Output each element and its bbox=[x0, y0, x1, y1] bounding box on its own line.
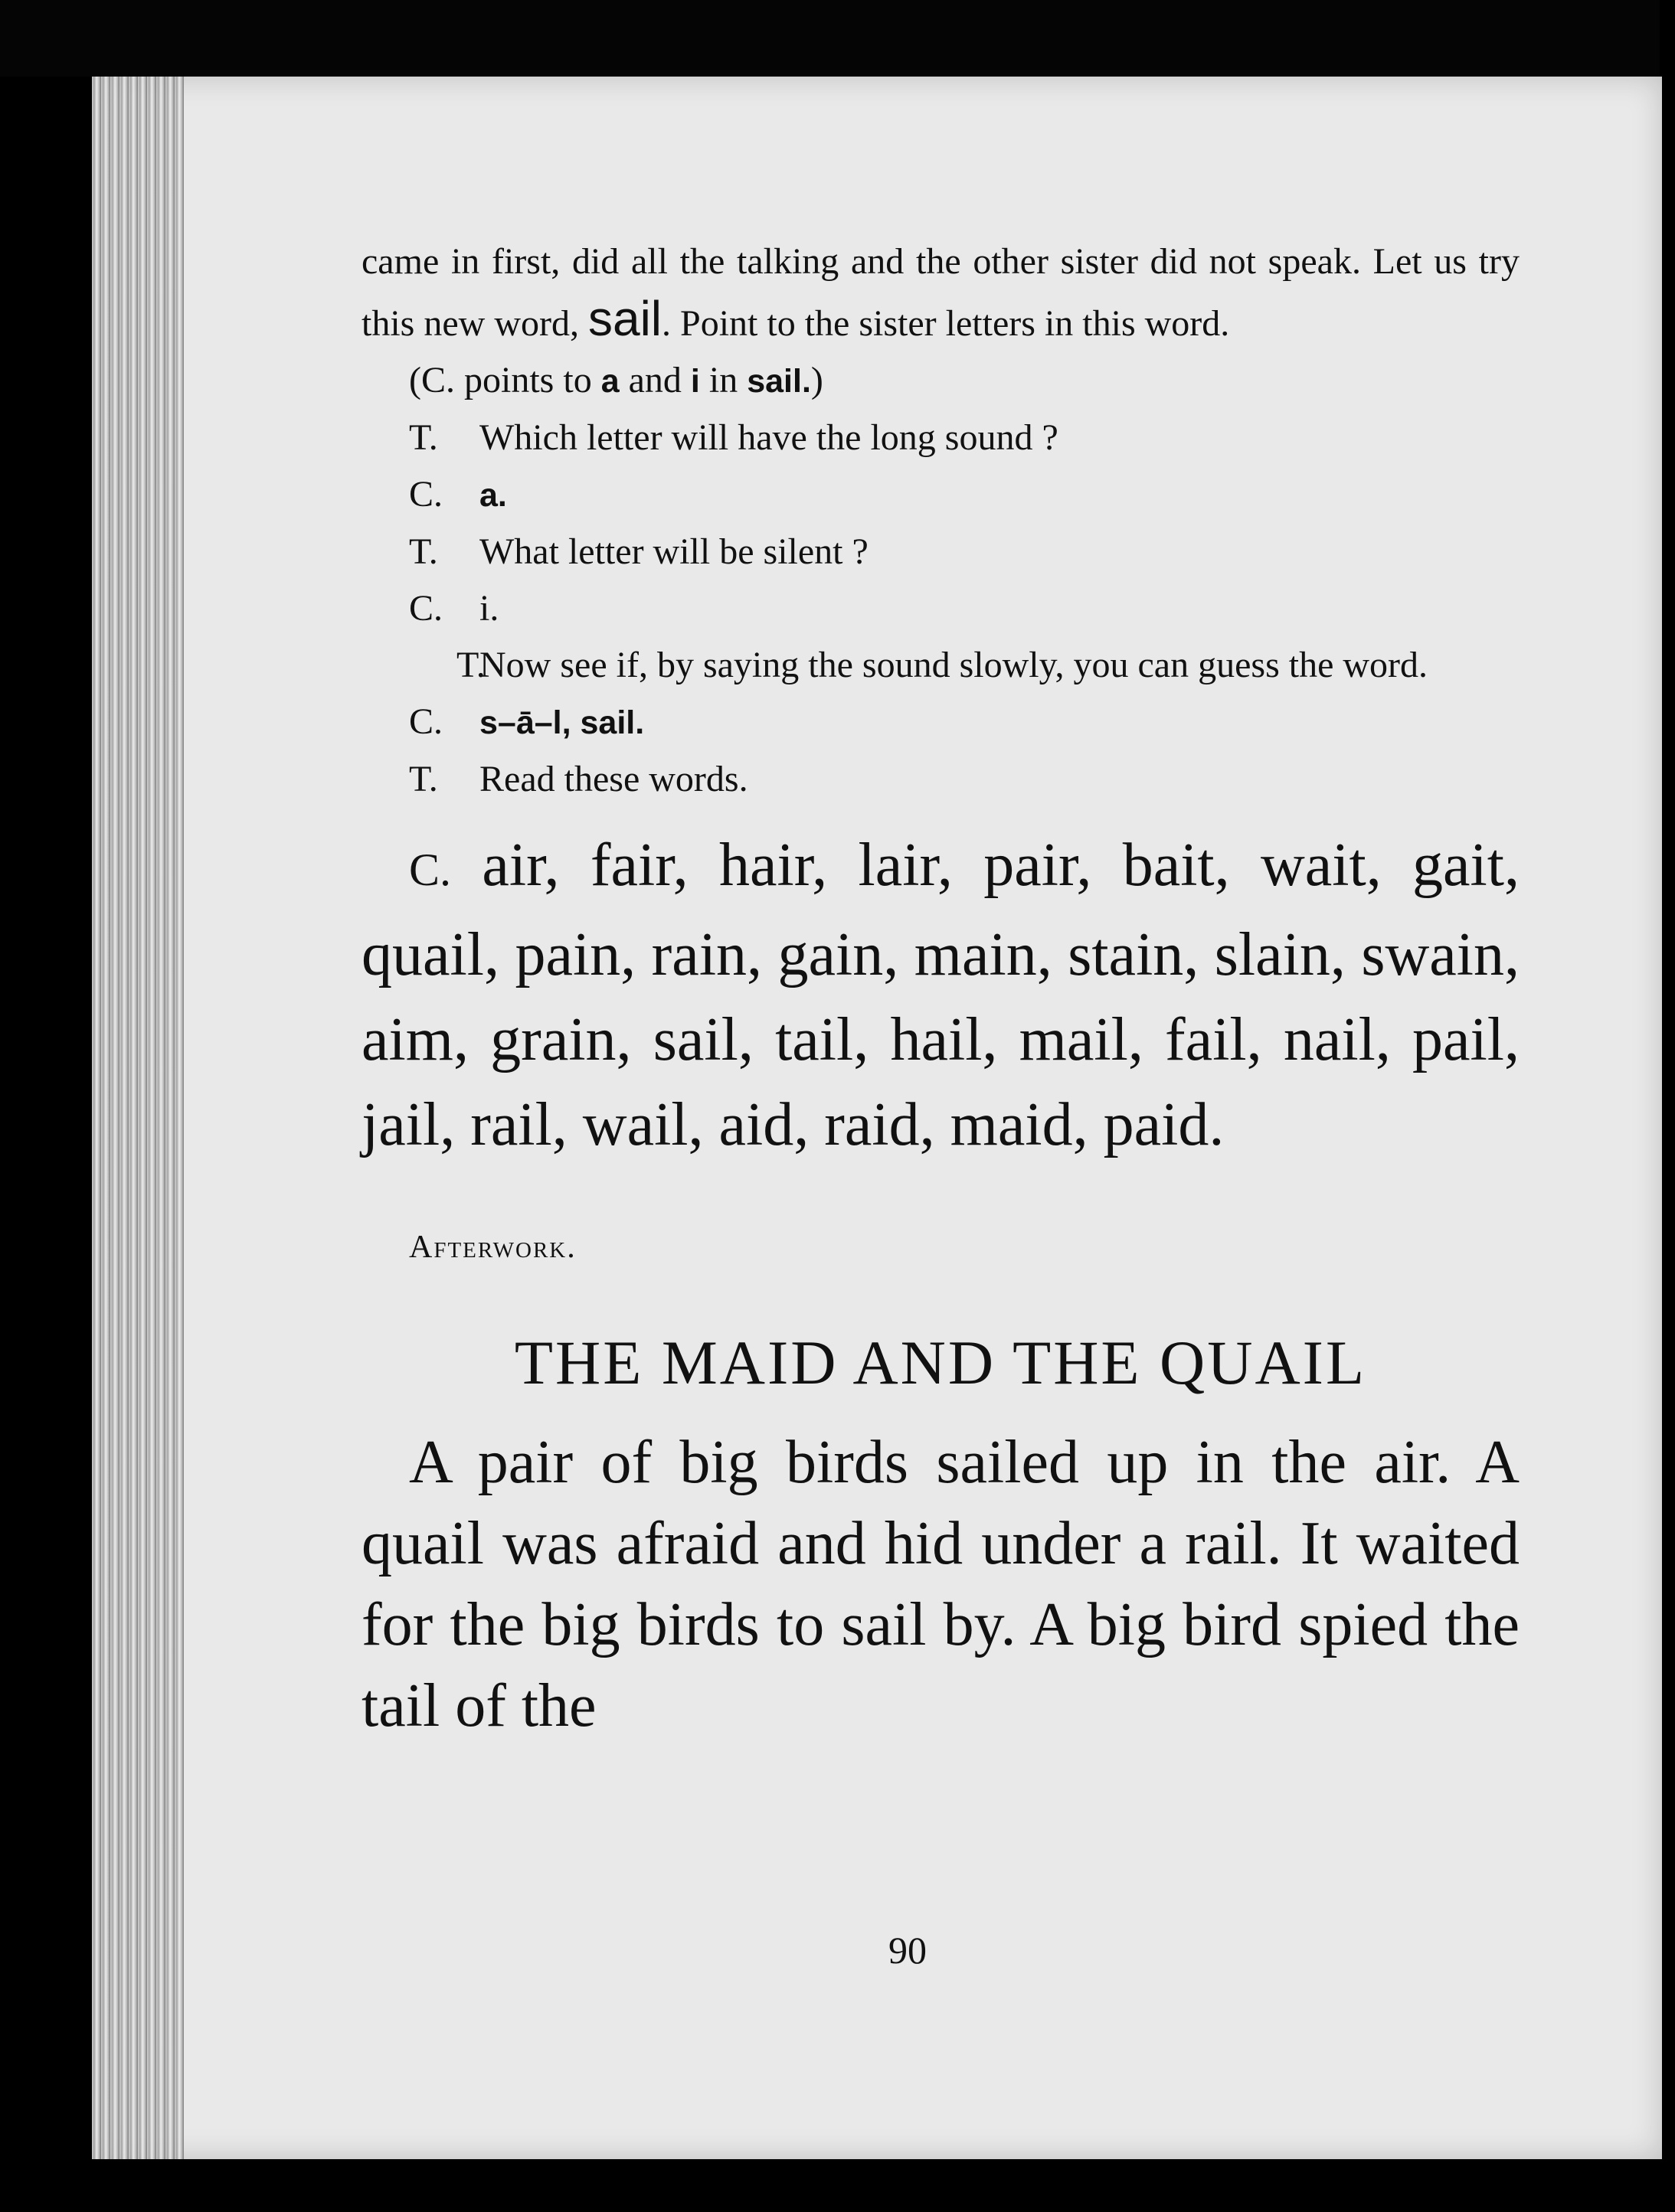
afterwork-heading: Afterwork. bbox=[409, 1230, 577, 1265]
dialog-line bbox=[361, 637, 1520, 694]
opening-text-1: came in first, did all the talking and the other sister did not speak. Let us try this new word, bbox=[361, 241, 1520, 344]
stage-direction-a: a bbox=[600, 363, 620, 400]
sail-word: sail bbox=[587, 291, 662, 346]
word-list-text: air, fair, hair, lair, pair, bait, wait, gait, quail, pain, rain, gain, main, stain, slain, swain, aim, grain, sail, tail, hail, mail, fail, nail, pail, jail, rail, wail, aid, raid, maid, paid. bbox=[361, 832, 1520, 1158]
dialog-line bbox=[361, 580, 1520, 637]
dialog-speaker: C. bbox=[409, 701, 443, 742]
dialog-speaker: T. bbox=[409, 531, 438, 572]
scan-top-border bbox=[0, 0, 1675, 77]
page-number: 90 bbox=[888, 1929, 927, 1972]
story-title: THE MAID AND THE QUAIL bbox=[514, 1328, 1367, 1397]
story-text: A pair of big birds sailed up in the air. A quail was afraid and hid under a rail. It waited for the big birds to sail by. A big bird spied the tail of the bbox=[361, 1429, 1520, 1740]
stage-direction-sail: sail. bbox=[747, 363, 811, 400]
scan-right-border bbox=[1660, 0, 1675, 2212]
dialog-text: i. bbox=[479, 588, 499, 629]
opening-paragraph bbox=[361, 234, 1520, 352]
dialog-speaker: T. bbox=[409, 417, 438, 458]
dialog-text: Which letter will have the long sound ? bbox=[479, 417, 1058, 458]
dialog-text: What letter will be silent ? bbox=[479, 531, 869, 572]
dialog-speaker: T. bbox=[456, 645, 486, 685]
dialog-line bbox=[361, 524, 1520, 580]
dialog-speaker: T. bbox=[409, 759, 438, 799]
dialog-speaker: C. bbox=[409, 474, 443, 515]
opening-text-2: . Point to the sister letters in this word. bbox=[662, 303, 1230, 344]
page-edge-stack bbox=[92, 77, 184, 2159]
dialog-line bbox=[361, 410, 1520, 466]
stage-direction-close: ) bbox=[810, 360, 823, 400]
stage-direction bbox=[361, 352, 1520, 410]
page-text-block bbox=[361, 234, 1520, 1808]
dialog-line bbox=[361, 466, 1520, 524]
stage-direction-and: and bbox=[619, 360, 691, 400]
word-list bbox=[361, 823, 1520, 1168]
dialog-speaker: C. bbox=[409, 588, 443, 629]
word-list-label: C. bbox=[409, 845, 452, 895]
dialog-line bbox=[361, 694, 1520, 751]
dialog-text: a. bbox=[479, 477, 507, 514]
stage-direction-i: i bbox=[690, 363, 700, 400]
dialog-text: Now see if, by saying the sound slowly, you can guess the word. bbox=[479, 645, 1428, 685]
dialog-text: s–ā–l, sail. bbox=[479, 704, 645, 741]
dialog-list bbox=[361, 410, 1520, 808]
dialog-line bbox=[361, 751, 1520, 808]
dialog-text: Read these words. bbox=[479, 759, 748, 799]
stage-direction-open: (C. points to bbox=[409, 360, 601, 400]
stage-direction-in: in bbox=[699, 360, 748, 400]
